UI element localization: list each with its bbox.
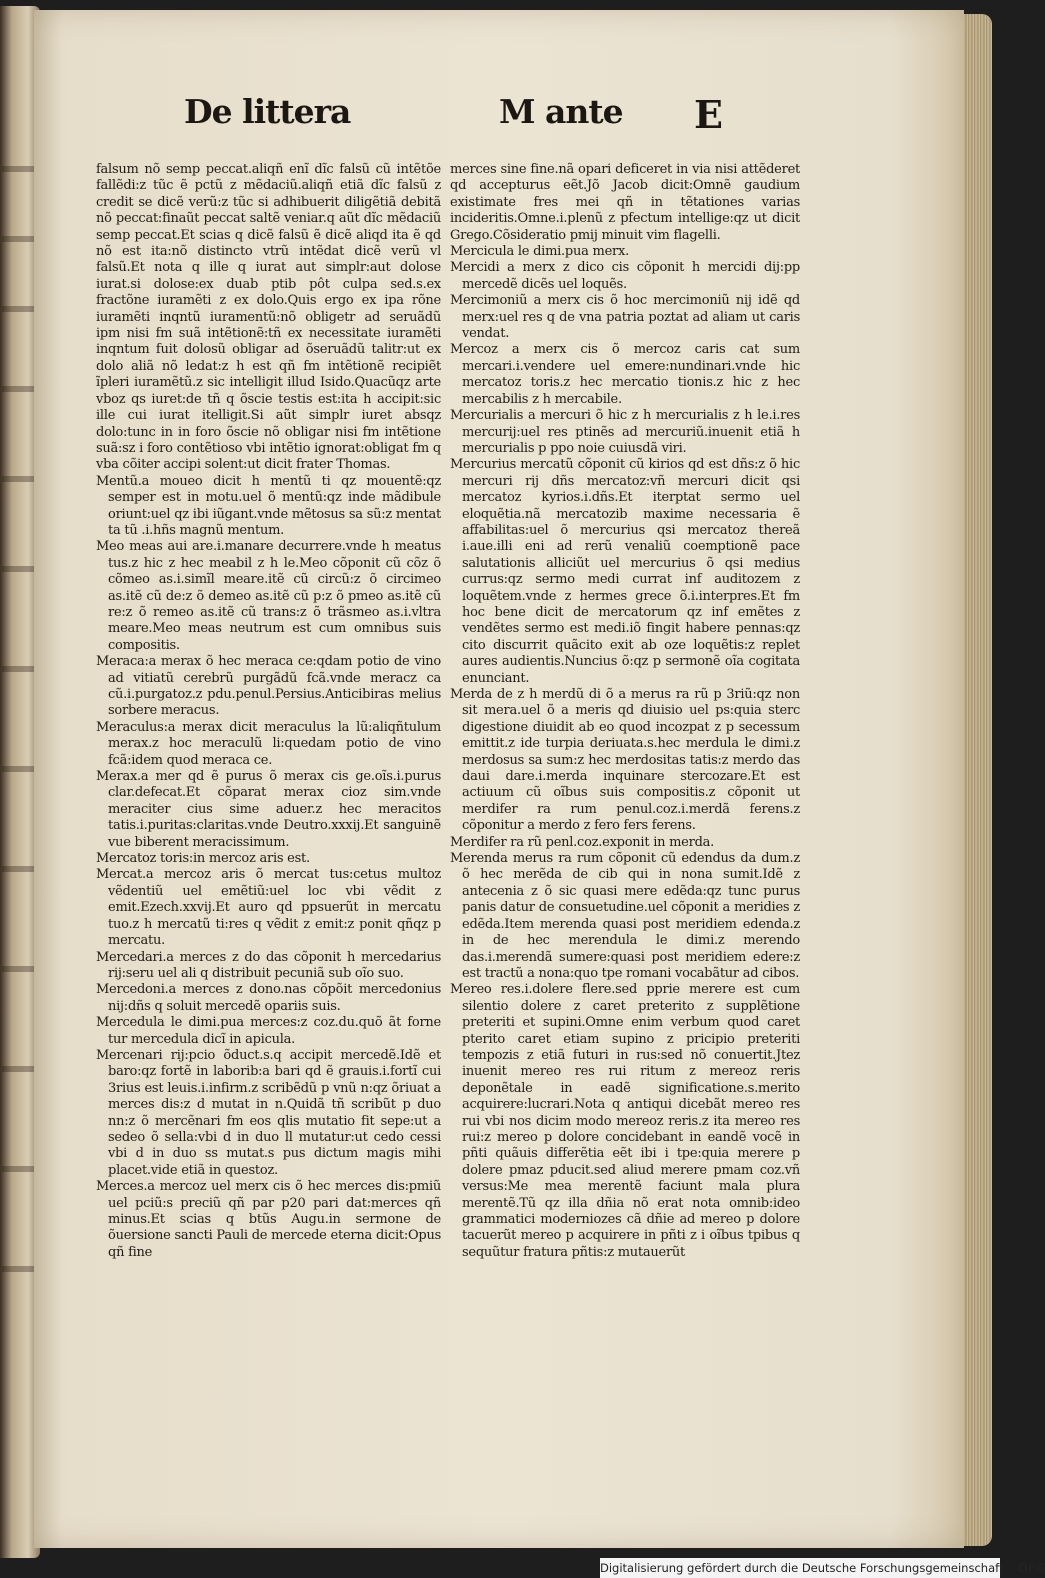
page-edges — [962, 14, 992, 1546]
dictionary-entry: Meraca:a merax õ hec meraca ce:qdam potio de vino ad vitiatũ cerebrũ purgãdũ fcã.vnde meracz ca cũ.i.purgatoz.z pdu.penul.Persius.Anticibiras melius sorbere meracus. — [96, 654, 441, 719]
right-text-column — [450, 162, 800, 1261]
digitization-footer: Digitalisierung gefördert durch die Deutsche Forschungsgemeinschaft · DFG — [600, 1558, 1000, 1578]
text-paragraph: merces sine fine.nã opari deficeret in via nisi attẽderet qd accepturus eẽt.Jõ Jacob dicit:Omnẽ gaudium existimate fres mei qñ in tẽtationes varias incideritis.Omne.i.plenũ z pfectum intellige:qz ut dicit Grego.Cõsideratio pmij minuit vim flagelli. — [450, 162, 800, 243]
dictionary-entry: Merenda merus ra rum cõponit cũ edendus da dum.z õ hec merẽda de cib qui in nona sumit.Idẽ z antecenia z õ sic quasi mere edẽda:qz tunc purus panis datur de consuetudine.uel cõponit a meridies z edẽda.Item merenda quasi post meridiem edenda.z in de hec merendula le dimi.z merendo das.i.merendã sumere:quasi post meridiem edere:z est tractũ a nona:quo tpe romani vocabãtur ad cibos. — [450, 851, 800, 981]
text-paragraph: falsum nõ semp peccat.aliqñ enĩ dĩc falsũ cũ intẽtõe fallẽdi:z tũc ẽ pctũ z mẽdaciũ.aliqñ etiã dĩc falsũ z credit se dicẽ verũ:z tũc si adhibuerit diligẽtiã debitã nõ peccat:finaũt peccat saltẽ veniar.q aũt dĩc mẽdaciũ semp peccat.Et scias q dicẽ falsũ ẽ dicẽ aliqd ita ẽ qd nõ est ita:nõ distincto vtrũ intẽdat dicẽ verũ vl falsũ.Et nota q ille q iurat aut simplr:aut dolose iurat.si dolose:ex duab ptib pôt culpa sed.s.ex fractõne iuramẽti z ex dolo.Quis ergo ex ipa rõne iuramẽti inqntũ iuramentũ:nõ obligetr ad seruãdũ ipm nisi fm suã intẽtionẽ:tñ ex necessitate iuramẽti inqntum fuit dolosũ obligar ad õseruãdũ talitr:ut ex dolo aliã nõ ledat:z h est qñ fm intẽtionẽ recipiẽt ĩpleri iuramẽtũ.z sic intelligit illud Isido.Quacũqz arte vboz qs iuret:de tñ q õscie testis est:ita h accipit:sic ille cui iurat itelligit.Si aũt simplr iuret absqz dolo:tunc in in foro õscie nõ obligar nisi fm intẽtione suã:sz i foro contẽtioso vbi intẽtio ignorat:obligat fm q vba cõiter accipi solent:ut dicit frater Thomas. — [96, 162, 441, 473]
dictionary-entry: Merax.a mer qd ẽ purus õ merax cis ge.oĩs.i.purus clar.defecat.Et cõparat merax cioz sim.vnde meraciter cius sime aduer.z hec meracitos tatis.i.puritas:claritas.vnde Deutro.xxxij.Et sanguinẽ vue biberent meracissimum. — [96, 769, 441, 850]
dictionary-entry: Mercenari rij:pcio õduct.s.q accipit mercedẽ.Idẽ et baro:qz fortẽ in laborib:a bari qd ẽ grauis.i.fortĩ cui 3rius est leuis.i.infirm.z scribẽdũ p vnũ n:qz õriuat a merces dis:z d mutat in n.Quidã tñ scribũt p duo nn:z õ mercẽnari fm eos qlis mutatio fit sepe:ut a sedeo õ sella:vbi d in duo ll mutatur:ut cedo cessi vbi d in duo ss mutat.s pus dictum magis mihi placet.vide etiã in questoz. — [96, 1047, 441, 1178]
dfg-logo: DFG — [1018, 1561, 1045, 1575]
dictionary-entry: Mentũ.a moueo dicit h mentũ ti qz mouentẽ:qz semper est in motu.uel õ mentũ:qz inde mãdibule oriunt:uel qz ibi iũgant.vnde mẽtosus sa sũ:z mentat ta tũ .i.hñs magnũ mentum. — [96, 473, 441, 538]
dictionary-entry: Mercicula le dimi.pua merx. — [450, 244, 629, 260]
dictionary-entry: Mercedari.a merces z do das cõponit h mercedarius rij:seru uel ali q distribuit pecuniã sub oĩo suo. — [96, 949, 441, 981]
header-left-text: De littera — [184, 92, 351, 131]
dictionary-entry: Mercoz a merx cis õ mercoz caris cat sum mercari.i.vendere uel emere:nundinari.vnde hic mercatoz toris.z hec mercatio tionis.z hic z hec mercabilis z h mercabile. — [450, 342, 800, 407]
dictionary-entry: Mercimoniũ a merx cis õ hoc mercimoniũ nij idẽ qd merx:uel res q de vna patria poztat ad aliam ut caris vendat. — [450, 293, 800, 342]
dictionary-entry: Mercurius mercatũ cõponit cũ kirios qd est dñs:z õ hic mercuri rij dñs mercatoz:vñ mercuri dicit qsi mercatoz kyrios.i.dñs.Et iterptat sermo uel eloquẽtia.nã mercatozib maxime necessaria ẽ affabilitas:uel õ mercurius qsi mercatoz thereã i.aue.illi eni ad rerũ venaliũ coemptionẽ pace salutationis alliciũt uel mercurius õ qsi medius currus:qz sermo medi currat inf auditozem z loquẽtem.vnde z hermes grece õ.i.interpres.Et fm hoc bene dicit de mercatorum qz inf emẽtes z vendẽtes sermo est medi.iõ fingit habere pennas:qz cito discurrit quãcito exit ab oze loquẽtis:z replet aures audientis.Nuncius õ:qz p sermonẽ oĩa cogitata enunciant. — [450, 457, 800, 686]
header-middle-text: M ante — [499, 92, 623, 131]
footer-credit-text: Digitalisierung gefördert durch die Deutsche Forschungsgemeinschaft — [600, 1561, 1004, 1575]
dictionary-entry: Merda de z h merdũ di õ a merus ra rũ p 3riũ:qz non sit mera.uel õ a meris qd diuisio uel ps:quia sterc digestione diuidit ab eo quod incozpat z p secessum emittit.z ide turpia deriuata.s.hec merdula le dimi.z merdosus sa sum:z hec merdositas tatis:z merdo das daui dare.i.merda inquinare stercozare.Et est actiuum cũ oĩbus suis compositis.z cõponit ut merdifer ra rum penul.coz.i.merdã ferens.z cõponitur a merdo z fero fers ferens. — [450, 687, 800, 834]
dictionary-entry: Mercedoni.a merces z dono.nas cõpõit mercedonius nij:dñs q soluit mercedẽ opariis suis. — [96, 982, 441, 1014]
running-header — [184, 92, 744, 148]
dictionary-entry: Mercatoz toris:in mercoz aris est. — [96, 851, 310, 867]
dictionary-entry: Mercat.a mercoz aris õ mercat tus:cetus multoz vẽdentiũ uel emẽtiũ:uel loc vbi vẽdit z emit.Ezech.xxvij.Et auro qd ppsuerũt in mercatu tuo.z h mercatũ ti:res q vẽdit z emit:z ponit qñqz p mercatu. — [96, 867, 441, 949]
dictionary-entry: Merdifer ra rũ penl.coz.exponit in merda. — [450, 834, 715, 850]
dictionary-entry: Mercurialis a mercuri õ hic z h mercurialis z h le.i.res mercurij:uel res ptinẽs ad mercuriũ.inuenit etiã h mercurialis p ppo noie cuiusdã viri. — [450, 408, 800, 456]
left-text-column — [96, 162, 441, 1261]
dictionary-entry: Meo meas aui are.i.manare decurrere.vnde h meatus tus.z hic z hec meabil z h le.Meo cõponit cũ cõz õ cõmeo as.i.simĩl meare.itẽ cũ circũ:z õ circimeo as.itẽ cũ de:z õ demeo as.itẽ cũ p:z õ pmeo as.itẽ cũ re:z õ remeo as.itẽ cũ trans:z õ trãsmeo as.i.vltra meare.Meo meas neutrum est cum omnibus suis compositis. — [96, 539, 441, 653]
dictionary-entry: Mereo res.i.dolere flere.sed pprie merere est cum silentio dolere z caret preterito z supplẽtione preteriti et supini.Omne enim verbum quod caret pterito caret etiam supino z pricipio preteriti tempozis z etiã futuri in rus:sed nõ conuertit.Jtez inuenit mereo res rui ritum z mereoz reris deponẽtale in eadẽ significatione.s.merito acquirere:lucrari.Nota q antiqui dicebãt mereo res rui vbi nos dicim modo mereoz reris.z ita mereo res rui:z mereo p dolore concidebant in eandẽ vocẽ in pñti quãuis differẽtia eẽt ibi i tpe:quia merere p dolere pmaz pducit.sed aliud merere pmam coz.vñ versus:Me mea merentẽ faciunt mala plura merentẽ.Tũ qz illa dñia nõ erat nota omnib:ideo grammatici moderniozes cã dñie ad mereo p dolore tacuerũt mereo p acquirere in pñti z i oĩbus tpibus q sequũtur fratura pñtis:z mutauerũt — [450, 982, 800, 1260]
header-right-text: E — [694, 92, 723, 137]
book-page — [34, 10, 964, 1548]
dictionary-entry: Meraculus:a merax dicit meraculus la lũ:aliqñtulum merax.z hoc meraculũ li:quedam potio de vino fcã:idem quod meraca ce. — [96, 719, 441, 768]
dictionary-entry: Merces.a mercoz uel merx cis õ hec merces dis:pmiũ uel pciũ:s preciũ qñ par p20 pari dat:merces qñ minus.Et scias q btũs Augu.in sermone de õuersione sancti Pauli de mercede eterna dicit:Opus qñ fine — [96, 1179, 441, 1260]
dictionary-entry: Mercidi a merx z dico cis cõponit h mercidi dij:pp mercedẽ dicẽs uel loquẽs. — [450, 260, 800, 292]
dictionary-entry: Mercedula le dimi.pua merces:z coz.du.quõ ãt forne tur mercedula dicĩ in apicula. — [96, 1015, 441, 1047]
